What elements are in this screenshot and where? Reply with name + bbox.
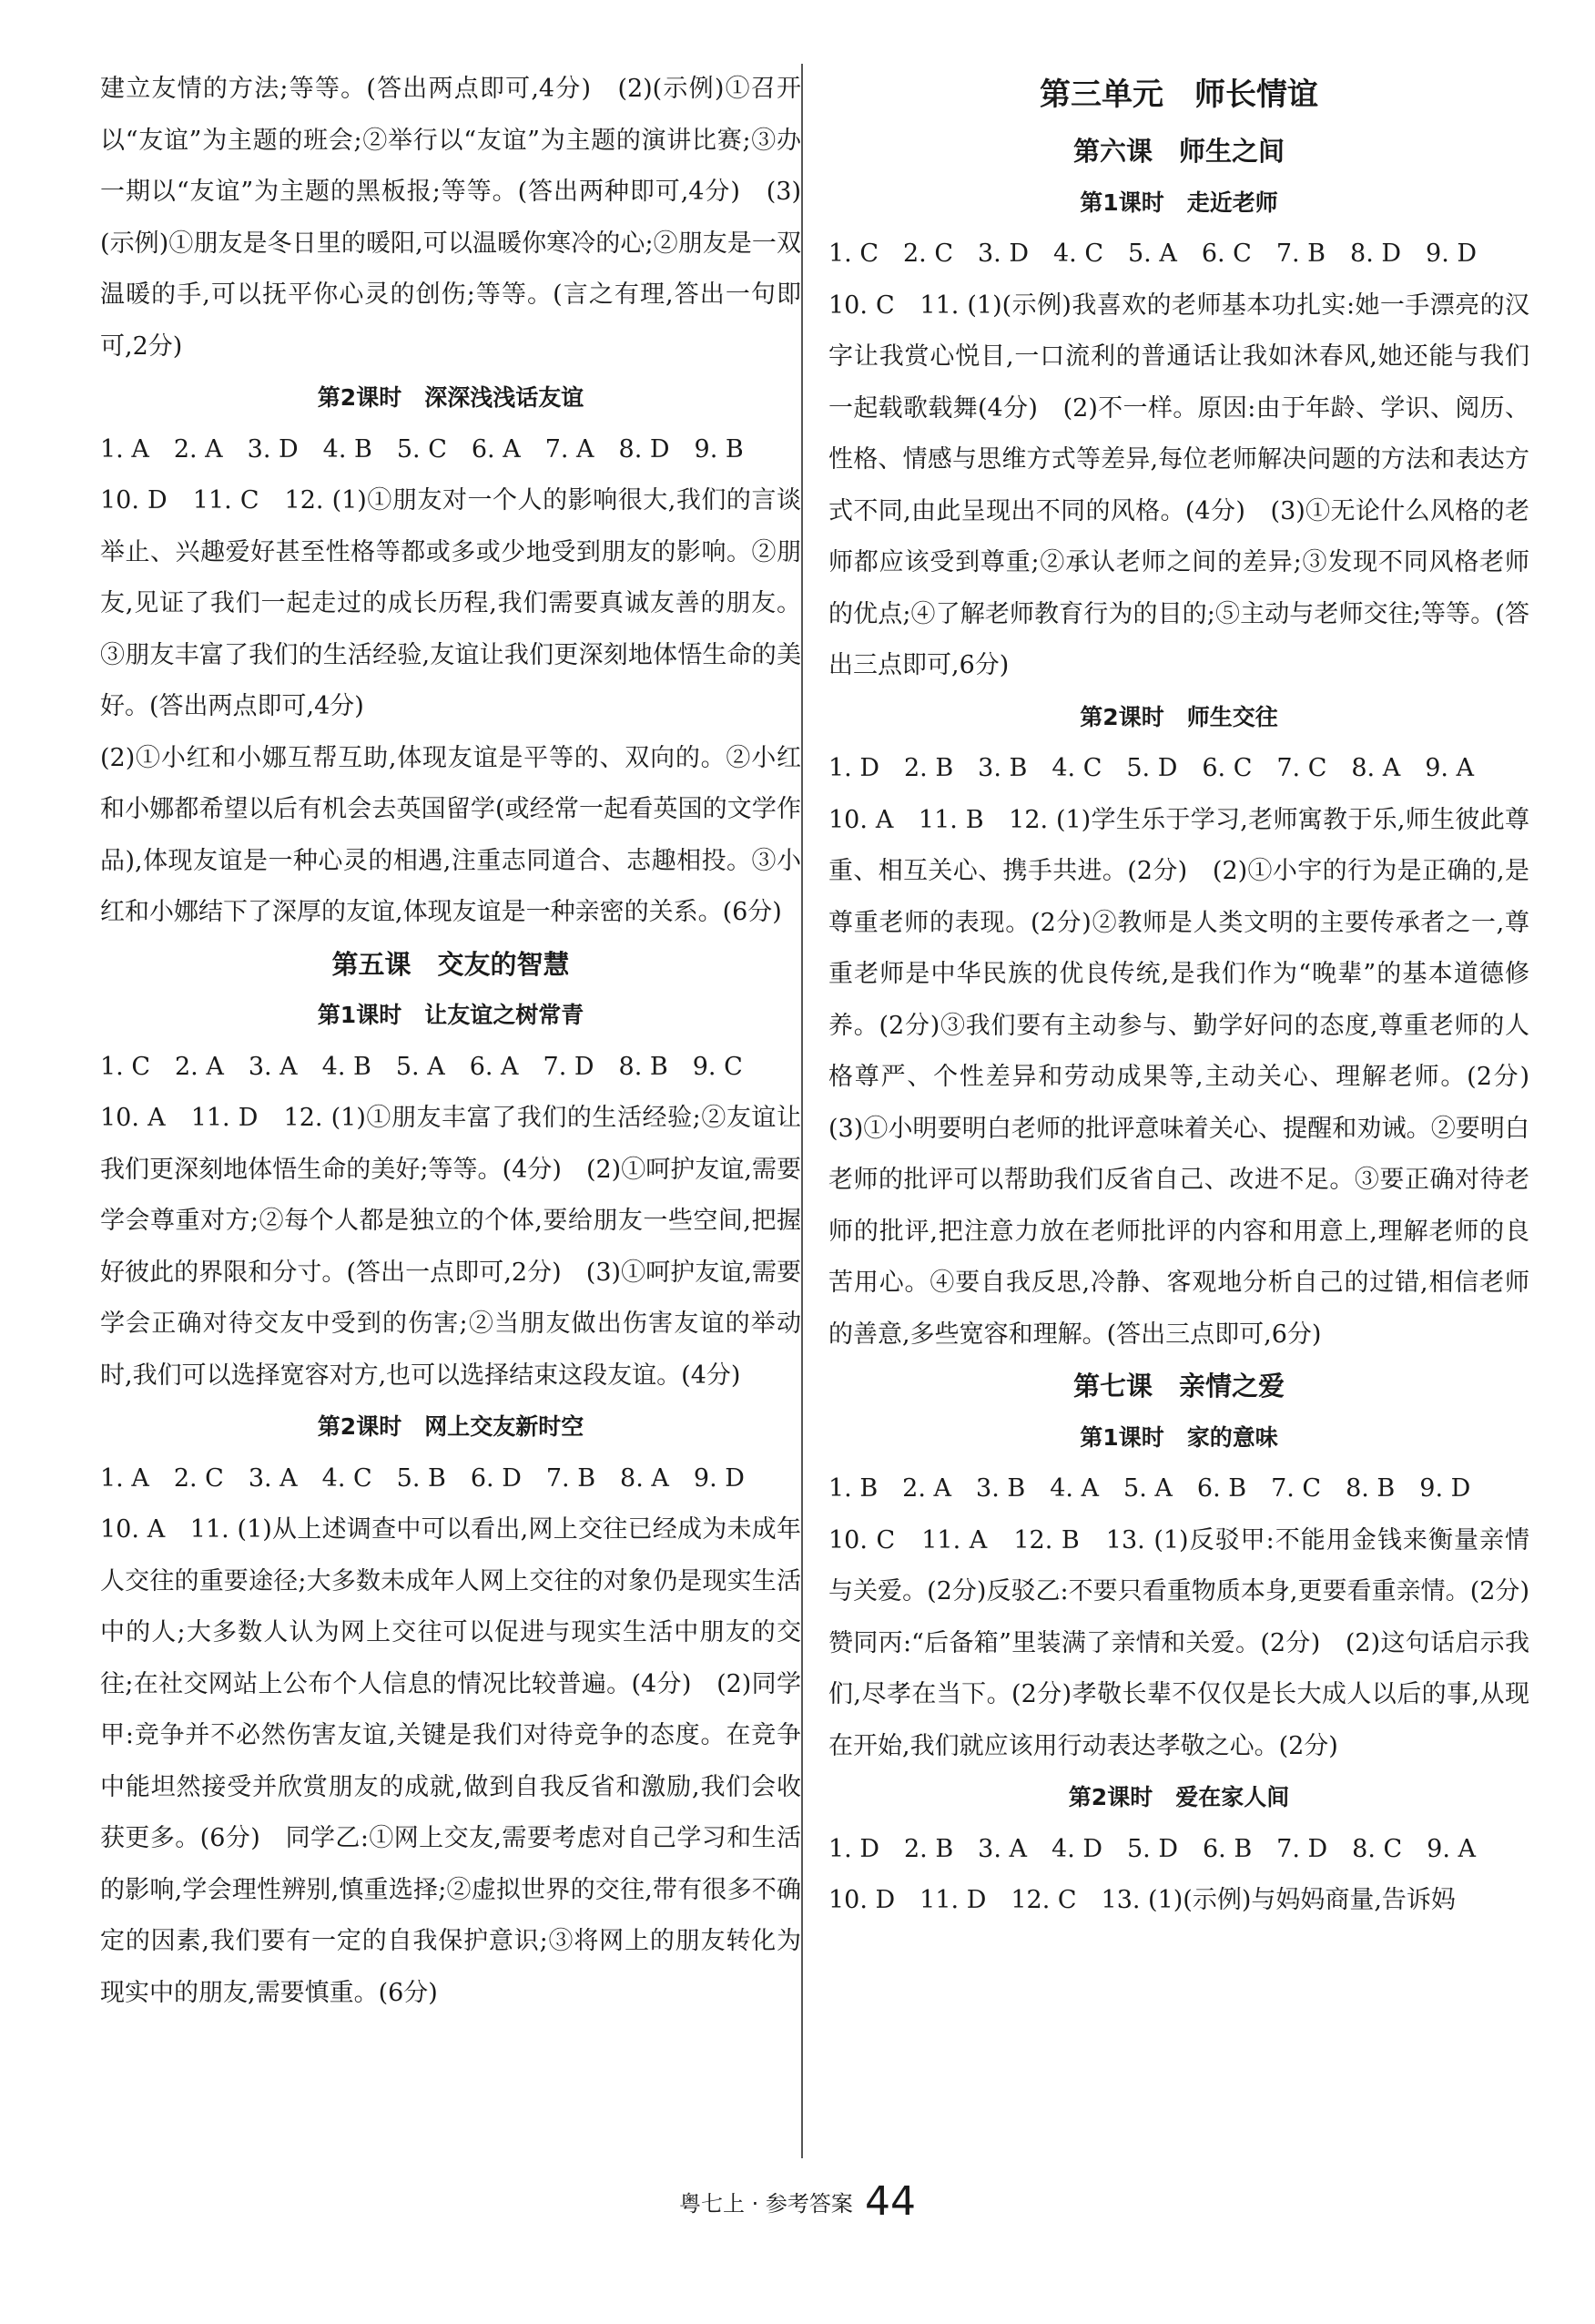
answer-text: 1. C 2. A 3. A 4. B 5. A 6. A 7. D 8. B 9. C	[100, 1052, 743, 1081]
answer-text: 1. A 2. A 3. D 4. B 5. C 6. A 7. A 8. D 9. B	[100, 434, 744, 464]
period-heading: 第1课时 让友谊之树常青	[317, 1002, 584, 1028]
answer-text: 10. D 11. C 12. (1)①朋友对一个人的影响很大,我们的言谈举止、兴趣爱好甚至性格等都或多或少地受到朋友的影响。②朋友,见证了我们一起走过的成长历程,我们需要真诚友善的朋友。③朋友丰富了我们的生活经验,友谊让我们更深刻地体悟生命的美好。(答出两点即可,4分)	[100, 486, 801, 720]
page-footer	[0, 2178, 1595, 2225]
answer-text: 1. C 2. C 3. D 4. C 5. A 6. C 7. B 8. D 9. D	[828, 240, 1478, 268]
period-heading: 第2课时 爱在家人间	[1068, 1784, 1290, 1810]
answer-text: 10. A 11. (1)从上述调查中可以看出,网上交往已经成为未成年人交往的重要途径;大多数未成年人网上交往的对象仍是现实生活中的人;大多数人认为网上交往可以促进与现实生活中朋友的交往;在社交网站上公布个人信息的情况比较普遍。(4分) (2)同学甲:竞争并不必然伤害友谊,关键是我们对待竞争的态度。在竞争中能坦然接受并欣赏朋友的成就,做到自我反省和激励,我们会收获更多。(6分) 同学乙:①网上交友,需要考虑对自己学习和生活的影响,学会理性辨别,慎重选择;②虚拟世界的交往,带有很多不确定的因素,我们要有一定的自我保护意识;③将网上的朋友转化为现实中的朋友,需要慎重。(6分)	[100, 1515, 801, 2007]
answer-text: 10. A 11. D 12. (1)①朋友丰富了我们的生活经验;②友谊让我们更深刻地体悟生命的美好;等等。(4分) (2)①呵护友谊,需要学会尊重对方;②每个人都是独立的个体,要给朋友一些空间,把握好彼此的界限和分寸。(答出一点即可,2分) (3)①呵护友谊,需要学会正确对待交友中受到的伤害;②当朋友做出伤害友谊的举动时,我们可以选择宽容对方,也可以选择结束这段友谊。(4分)	[100, 1104, 801, 1390]
period-heading: 第2课时 网上交友新时空	[317, 1413, 584, 1440]
answer-text: 1. A 2. C 3. A 4. C 5. B 6. D 7. B 8. A 9. D	[100, 1463, 745, 1493]
answer-text: 10. A 11. B 12. (1)学生乐于学习,老师寓教于乐,师生彼此尊重、相互关心、携手共进。(2分) (2)①小宇的行为是正确的,是尊重老师的表现。(2分)②教师是人类文明的主要传承者之一,尊重老师是中华民族的优良传统,是我们作为“晚辈”的基本道德修养。(2分)③我们要有主动参与、勤学好问的态度,尊重老师的人格尊严、个性差异和劳动成果等,主动关心、理解老师。(2分) (3)①小明要明白老师的批评意味着关心、提醒和劝诫。②要明白老师的批评可以帮助我们反省自己、改进不足。③要正确对待老师的批评,把注意力放在老师批评的内容和用意上,理解老师的良苦用心。④要自我反思,冷静、客观地分析自己的过错,相信老师的善意,多些宽容和理解。(答出三点即可,6分)	[828, 805, 1554, 1349]
answer-text: 10. D 11. D 12. C 13. (1)(示例)与妈妈商量,告诉妈	[828, 1886, 1456, 1914]
answer-text: 10. C 11. (1)(示例)我喜欢的老师基本功扎实:她一手漂亮的汉字让我赏心悦目,一口流利的普通话让我如沐春风,她还能与我们一起载歌载舞(4分) (2)不一样。原因:由于年龄、学识、阅历、性格、情感与思维方式等差异,每位老师解决问题的方法和表达方式不同,由此呈现出不同的风格。(4分) (3)①无论什么风格的老师都应该受到尊重;②承认老师之间的差异;③发现不同风格老师的优点;④了解老师教育行为的目的;⑤主动与老师交往;等等。(答出三点即可,6分)	[828, 290, 1529, 679]
answer-text: 建立友情的方法;等等。(答出两点即可,4分) (2)(示例)①召开以“友谊”为主题的班会;②举行以“友谊”为主题的演讲比赛;③办一期以“友谊”为主题的黑板报;等等。(答出两种即可,4分) (3)(示例)①朋友是冬日里的暖阳,可以温暖你寒冷的心;②朋友是一双温暖的手,可以抚平你心灵的创伤;等等。(言之有理,答出一句即可,2分)	[100, 75, 801, 361]
right-column	[828, 64, 1554, 1927]
answer-text: 1. D 2. B 3. B 4. C 5. D 6. C 7. C 8. A 9. A	[828, 754, 1475, 782]
column-divider	[801, 64, 803, 2158]
answer-text: 10. C 11. A 12. B 13. (1)反驳甲:不能用金钱来衡量亲情与关爱。(2分)反驳乙:不要只看重物质本身,更要看重亲情。(2分)赞同丙:“后备箱”里装满了亲情和关爱。(2分) (2)这句话启示我们,尽孝在当下。(2分)孝敬长辈不仅仅是长大成人以后的事,从现在开始,我们就应该用行动表达孝敬之心。(2分)	[828, 1525, 1529, 1760]
answer-text: (2)①小红和小娜互帮互助,体现友谊是平等的、双向的。②小红和小娜都希望以后有机会去英国留学(或经常一起看英国的文学作品),体现友谊是一种心灵的相遇,注重志同道合、志趣相投。③小红和小娜结下了深厚的友谊,体现友谊是一种亲密的关系。(6分)	[100, 743, 801, 926]
lesson-heading: 第六课 师生之间	[1072, 136, 1285, 167]
answer-text: 1. B 2. A 3. B 4. A 5. A 6. B 7. C 8. B 9. D	[828, 1474, 1471, 1503]
footer-label: 粤七上 · 参考答案	[679, 2191, 853, 2217]
lesson-heading: 第七课 亲情之爱	[1072, 1371, 1285, 1402]
page-number: 44	[864, 2178, 916, 2225]
period-heading: 第1课时 走近老师	[1080, 189, 1278, 216]
unit-heading: 第三单元 师长情谊	[1040, 76, 1318, 113]
period-heading: 第1课时 家的意味	[1080, 1423, 1278, 1451]
period-heading: 第2课时 深深浅浅话友谊	[317, 384, 584, 411]
left-column	[100, 64, 801, 2019]
lesson-heading: 第五课 交友的智慧	[331, 948, 570, 980]
answer-text: 1. D 2. B 3. A 4. D 5. D 6. B 7. D 8. C 9. A	[828, 1834, 1477, 1863]
period-heading: 第2课时 师生交往	[1080, 703, 1278, 730]
